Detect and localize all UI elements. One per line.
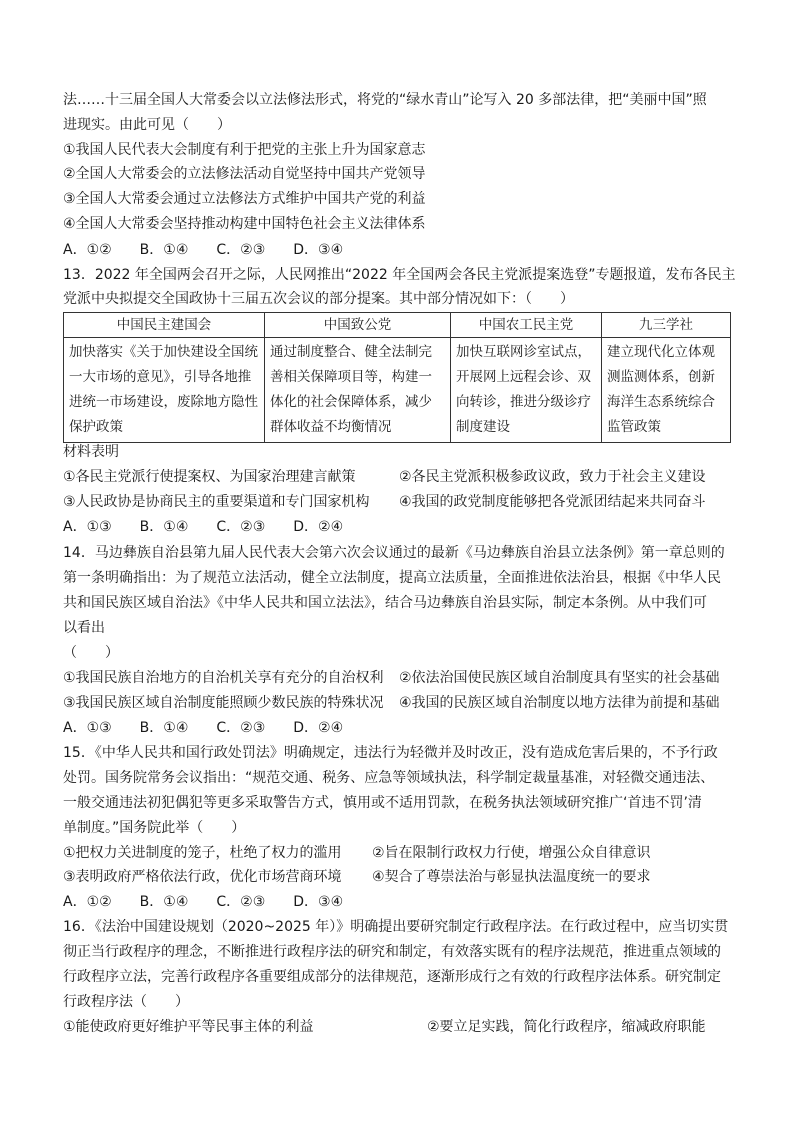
q15-option-3: ③表明政府严格依法行政，优化市场营商环境 (63, 869, 342, 885)
table-header-row (64, 313, 731, 338)
table-cell: 建立现代化立体观测监测体系，创新海洋生态系统综合监管政策 (602, 338, 731, 443)
q12-option-2: ②全国人大常委会的立法修法活动自觉坚持中国共产党领导 (63, 166, 426, 182)
q15-answer-choices: A．①② B．①④ C．②③ D．③④ (63, 894, 344, 910)
table-cell: 加快互联网诊室试点，开展网上远程会诊、双向转诊，推进分级诊疗制度建设 (451, 338, 602, 443)
q12-option-3: ③全国人大常委会通过立法修法方式维护中国共产党的利益 (63, 191, 426, 207)
q15-option-1: ①把权力关进制度的笼子，杜绝了权力的滥用 (63, 845, 342, 861)
q14-option-4: ④我国的民族区域自治制度以地方法律为前提和基础 (399, 695, 720, 711)
q16-stem-line-2: 彻正当行政程序的理念，不断推进行政程序法的研究和制定，有效落实既有的程序法规范，推进重点领域的 (63, 944, 721, 960)
q14-stem-line-1: 14．马边彝族自治县第九届人民代表大会第六次会议通过的最新《马边彝族自治县立法条例》第一章总则的 (63, 545, 725, 561)
q14-option-2: ②依法治国使民族区域自治制度具有坚实的社会基础 (399, 670, 720, 686)
q13-material-label: 材料表明 (63, 444, 119, 460)
q13-stem-line-1: 13．2022 年全国两会召开之际，人民网推出“2022 年全国两会各民主党派提案选登”专题报道，发布各民主 (63, 267, 736, 283)
q14-answer-blank: （ ） (63, 645, 119, 661)
q12-stem-line-2: 进现实。由此可见（ ） (63, 117, 231, 133)
q16-option-2: ②要立足实践，简化行政程序，缩减政府职能 (427, 1019, 706, 1035)
q15-stem-line-2: 处罚。国务院常务会议指出：“规范交通、税务、应急等领域执法，科学制定裁量基准，对轻微交通违法、 (63, 770, 715, 786)
table-header-cell: 中国农工民主党 (451, 313, 602, 338)
table-header-cell: 中国致公党 (265, 313, 451, 338)
q15-stem-line-1: 15．《中华人民共和国行政处罚法》明确规定，违法行为轻微并及时改正，没有造成危害后果的，不予行政 (63, 745, 718, 761)
q14-stem-line-2: 第一条明确指出：为了规范立法活动，健全立法制度，提高立法质量，全面推进依法治县，根据《中华人民 (63, 570, 721, 586)
q14-answer-choices: A．①③ B．①④ C．②③ D．②④ (63, 720, 344, 736)
q15-stem-line-4: 单制度。”国务院此举（ ） (63, 820, 246, 836)
q13-answer-choices: A．①③ B．①④ C．②③ D．②④ (63, 519, 344, 535)
q15-option-2: ②旨在限制行政权力行使，增强公众自律意识 (372, 845, 651, 861)
q13-option-1: ①各民主党派行使提案权、为国家治理建言献策 (63, 469, 356, 485)
table-row (64, 338, 731, 443)
q14-stem-line-4: 以看出 (63, 620, 105, 636)
q13-material-table (63, 312, 731, 443)
q13-option-4: ④我国的政党制度能够把各党派团结起来共同奋斗 (399, 494, 706, 510)
q12-stem-line-1: 法……十三届全国人大常委会以立法修法形式，将党的“绿水青山”论写入 20 多部法律，把“美丽中国”照 (63, 92, 707, 108)
table-header-cell: 九三学社 (602, 313, 731, 338)
q12-option-4: ④全国人大常委会坚持推动构建中国特色社会主义法律体系 (63, 216, 426, 232)
q16-stem-line-1: 16．《法治中国建设规划（2020~2025 年）》明确提出要研究制定行政程序法。在行政过程中，应当切实贯 (63, 919, 729, 935)
table-cell: 加快落实《关于加快建设全国统一大市场的意见》，引导各地推进统一市场建设，废除地方隐性保护政策 (64, 338, 265, 443)
q13-option-3: ③人民政协是协商民主的重要渠道和专门国家机构 (63, 494, 370, 510)
q15-stem-line-3: 一般交通违法初犯偶犯等更多采取警告方式，慎用或不适用罚款，在税务执法领域研究推广‘首违不罚’清 (63, 795, 702, 811)
table-header-cell: 中国民主建国会 (64, 313, 265, 338)
q12-option-1: ①我国人民代表大会制度有利于把党的主张上升为国家意志 (63, 142, 426, 158)
q13-stem-line-2: 党派中央拟提交全国政协十三届五次会议的部分提案。其中部分情况如下：（ ） (63, 291, 574, 307)
table-cell: 通过制度整合、健全法制完善相关保障项目等，构建一体化的社会保障体系，减少群体收益不均衡情况 (265, 338, 451, 443)
q12-answer-choices: A．①② B．①④ C．②③ D．③④ (63, 242, 344, 258)
q14-stem-line-3: 共和国民族区域自治法》《中华人民共和国立法法》，结合马边彝族自治县实际，制定本条例。从中我们可 (63, 595, 707, 611)
q13-option-2: ②各民主党派积极参政议政，致力于社会主义建设 (399, 469, 706, 485)
q16-stem-line-3: 行政程序立法，完善行政程序各重要组成部分的法律规范，逐渐形成行之有效的行政程序法体系。研究制定 (63, 969, 721, 985)
q14-option-1: ①我国民族自治地方的自治机关享有充分的自治权利 (63, 670, 384, 686)
q15-option-4: ④契合了尊崇法治与彰显执法温度统一的要求 (372, 869, 651, 885)
q14-option-3: ③我国民族区域自治制度能照顾少数民族的特殊状况 (63, 695, 384, 711)
q16-option-1: ①能使政府更好维护平等民事主体的利益 (63, 1019, 314, 1035)
q16-stem-line-4: 行政程序法（ ） (63, 994, 189, 1010)
